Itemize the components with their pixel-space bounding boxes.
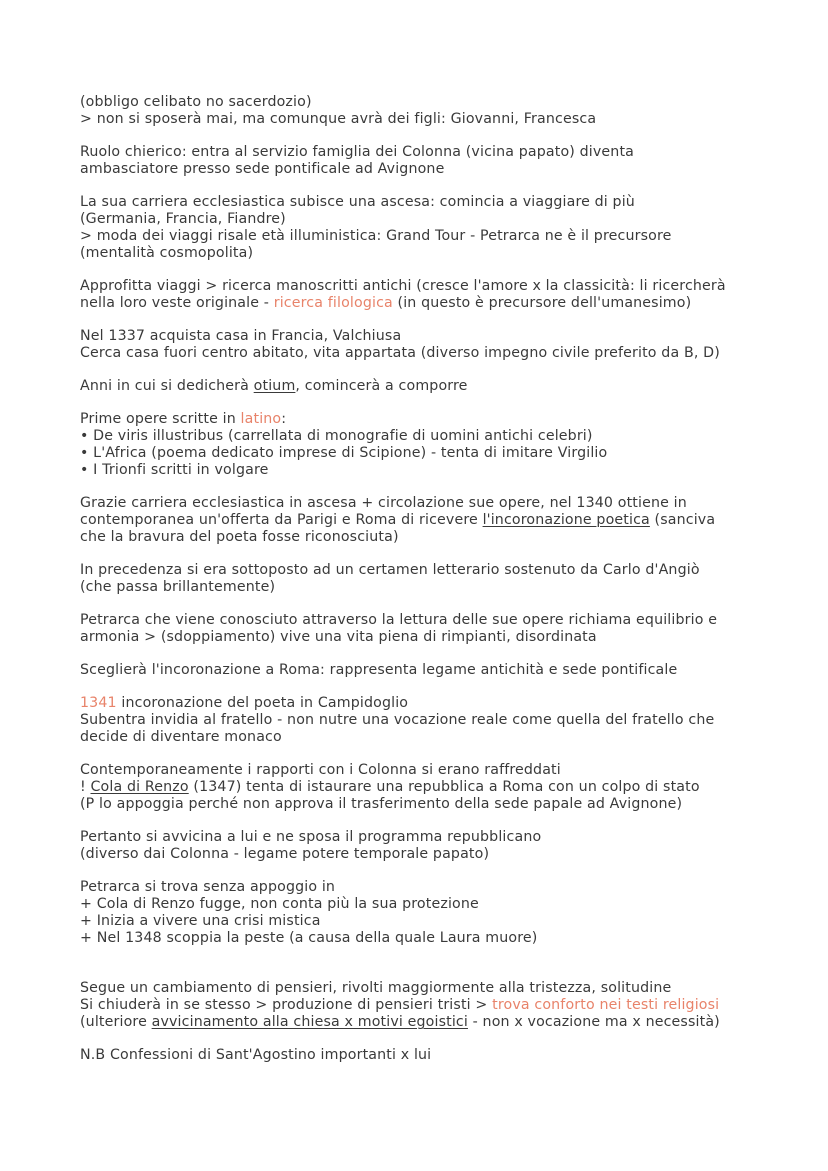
note-line: Segue un cambiamento di pensieri, rivolti maggiormente alla tristezza, solitudine [80,980,672,996]
text-segment: (sanciva [649,512,716,528]
text-segment: nella loro veste originale - [80,295,274,311]
list-item: • I Trionfi scritti in volgare [80,462,269,478]
note-line: > moda dei viaggi risale età illuministica: Grand Tour - Petrarca ne è il precursore [80,228,672,244]
text-segment: incoronazione del poeta in Campidoglio [116,695,409,711]
note-line: Cerca casa fuori centro abitato, vita appartata (diverso impegno civile preferito da B, D) [80,345,720,361]
note-line: Grazie carriera ecclesiastica in ascesa + circolazione sue opere, nel 1340 ottiene in [80,495,687,511]
highlight-1341: 1341 [80,695,117,711]
text-segment: Si chiuderà in se stesso > produzione di pensieri tristi > [80,997,493,1013]
note-line: > non si sposerà mai, ma comunque avrà dei figli: Giovanni, Francesca [80,111,597,127]
note-line [80,295,780,312]
note-line: Sceglierà l'incoronazione a Roma: rappresenta legame antichità e sede pontificale [80,662,678,678]
note-line [80,512,780,529]
note-line [80,378,780,395]
list-item: • L'Africa (poema dedicato imprese di Scipione) - tenta di imitare Virgilio [80,445,608,461]
note-line: Ruolo chierico: entra al servizio famiglia dei Colonna (vicina papato) diventa [80,144,635,160]
text-segment: Prime opere scritte in [80,411,241,427]
note-line: che la bravura del poeta fosse riconosciuta) [80,529,399,545]
underlined-cola-di-renzo: Cola di Renzo [90,779,189,795]
list-item: + Cola di Renzo fugge, non conta più la sua protezione [80,896,479,912]
text-segment: (ulteriore [80,1014,152,1030]
note-line: (Germania, Francia, Fiandre) [80,211,286,227]
note-line: Subentra invidia al fratello - non nutre una vocazione reale come quella del fratello che [80,712,715,728]
text-segment: - non x vocazione ma x necessità) [467,1014,720,1030]
note-line: (P lo appoggia perché non approva il trasferimento della sede papale ad Avignone) [80,796,683,812]
text-segment: contemporanea un'offerta da Parigi e Roma di ricevere [80,512,483,528]
underlined-otium: otium [253,378,296,394]
note-line [80,779,780,796]
note-line [80,1014,780,1031]
note-line: decide di diventare monaco [80,729,282,745]
text-segment: (in questo è precursore dell'umanesimo) [392,295,692,311]
highlight-latino: latino [240,411,282,427]
note-line: Petrarca si trova senza appoggio in [80,879,336,895]
note-line: (che passa brillantemente) [80,579,276,595]
note-line: (obbligo celibato no sacerdozio) [80,94,312,110]
list-item: • De viris illustribus (carrellata di monografie di uomini antichi celebri) [80,428,593,444]
list-item: + Nel 1348 scoppia la peste (a causa della quale Laura muore) [80,930,538,946]
note-line [80,411,780,428]
note-line: La sua carriera ecclesiastica subisce una ascesa: comincia a viaggiare di più [80,194,635,210]
note-line: Contemporaneamente i rapporti con i Colonna si erano raffreddati [80,762,561,778]
note-line: Nel 1337 acquista casa in Francia, Valchiusa [80,328,402,344]
note-line: (diverso dai Colonna - legame potere temporale papato) [80,846,490,862]
text-segment: : [281,411,287,427]
note-line: (mentalità cosmopolita) [80,245,254,261]
highlight-trova-conforto: trova conforto nei testi religiosi [492,997,720,1013]
highlight-ricerca-filologica: ricerca filologica [273,295,393,311]
note-line: N.B Confessioni di Sant'Agostino importanti x lui [80,1047,432,1063]
note-line: Petrarca che viene conosciuto attraverso la lettura delle sue opere richiama equilibrio e [80,612,718,628]
note-line: In precedenza si era sottoposto ad un certamen letterario sostenuto da Carlo d'Angiò [80,562,700,578]
notes-page [80,94,780,1064]
note-line: ambasciatore presso sede pontificale ad Avignone [80,161,445,177]
note-line [80,695,780,712]
note-line: Pertanto si avvicina a lui e ne sposa il programma repubblicano [80,829,542,845]
underlined-avvicinamento: avvicinamento alla chiesa x motivi egoistici [151,1014,468,1030]
underlined-incoronazione-poetica: l'incoronazione poetica [482,512,650,528]
list-item: + Inizia a vivere una crisi mistica [80,913,321,929]
note-line [80,997,780,1014]
text-segment: Anni in cui si dedicherà [80,378,254,394]
text-segment: (1347) tenta di istaurare una repubblica a Roma con un colpo di stato [188,779,700,795]
text-segment: , comincerà a comporre [295,378,468,394]
text-segment: ! [80,779,91,795]
note-line: armonia > (sdoppiamento) vive una vita piena di rimpianti, disordinata [80,629,597,645]
note-line: Approfitta viaggi > ricerca manoscritti antichi (cresce l'amore x la classicità: li ricercherà [80,278,726,294]
